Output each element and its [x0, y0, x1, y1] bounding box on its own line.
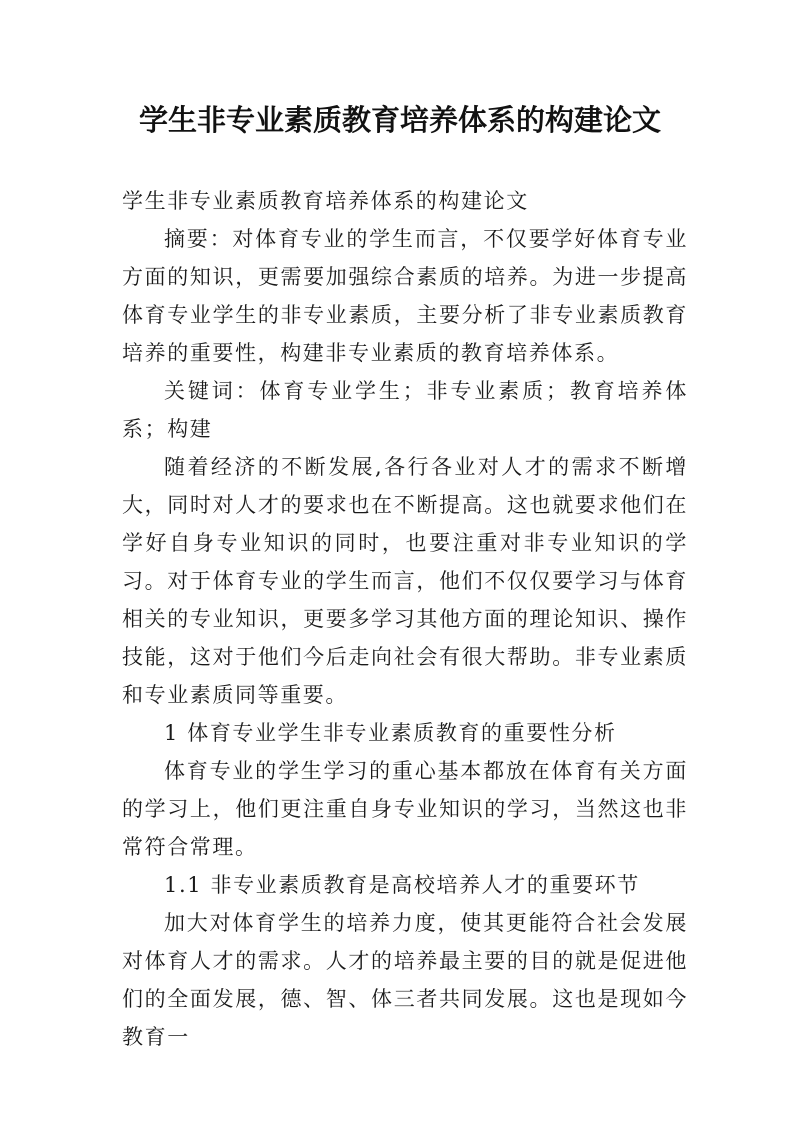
section-heading: 1 体育专业学生非专业素质教育的重要性分析	[164, 721, 617, 745]
document-title: 学生非专业素质教育培养体系的构建论文	[138, 103, 661, 137]
body-paragraph: 随着经济的不断发展,各行各业对人才的需求不断增大，同时对人才的要求也在不断提高。这也就要求他们在学好自身专业知识的同时，也要注重对非专业知识的学习。对于体育专业的学生而言，他们不仅仅要学习与体育相关的专业知识，更要多学习其他方面的理论知识、操作技能，这对于他们今后走向社会有很大帮助。非专业素质和专业素质同等重要。	[122, 455, 688, 707]
body-paragraph: 加大对体育学生的培养力度，使其更能符合社会发展对体育人才的需求。人才的培养最主要的目的就是促进他们的全面发展，德、智、体三者共同发展。这也是现如今教育一	[122, 911, 688, 1049]
abstract-paragraph: 摘要：对体育专业的学生而言，不仅要学好体育专业方面的知识，更需要加强综合素质的培养。为进一步提高体育专业学生的非专业素质，主要分析了非专业素质教育培养的重要性，构建非专业素质的教育培养体系。	[122, 227, 688, 365]
keywords-paragraph: 关键词：体育专业学生；非专业素质；教育培养体系；构建	[122, 379, 688, 441]
subsection-heading: 1.1 非专业素质教育是高校培养人才的重要环节	[164, 873, 640, 897]
document-subtitle: 学生非专业素质教育培养体系的构建论文	[122, 189, 529, 213]
body-paragraph: 体育专业的学生学习的重心基本都放在体育有关方面的学习上，他们更注重自身专业知识的学习，当然这也非常符合常理。	[122, 759, 688, 859]
document-body	[122, 182, 688, 1056]
